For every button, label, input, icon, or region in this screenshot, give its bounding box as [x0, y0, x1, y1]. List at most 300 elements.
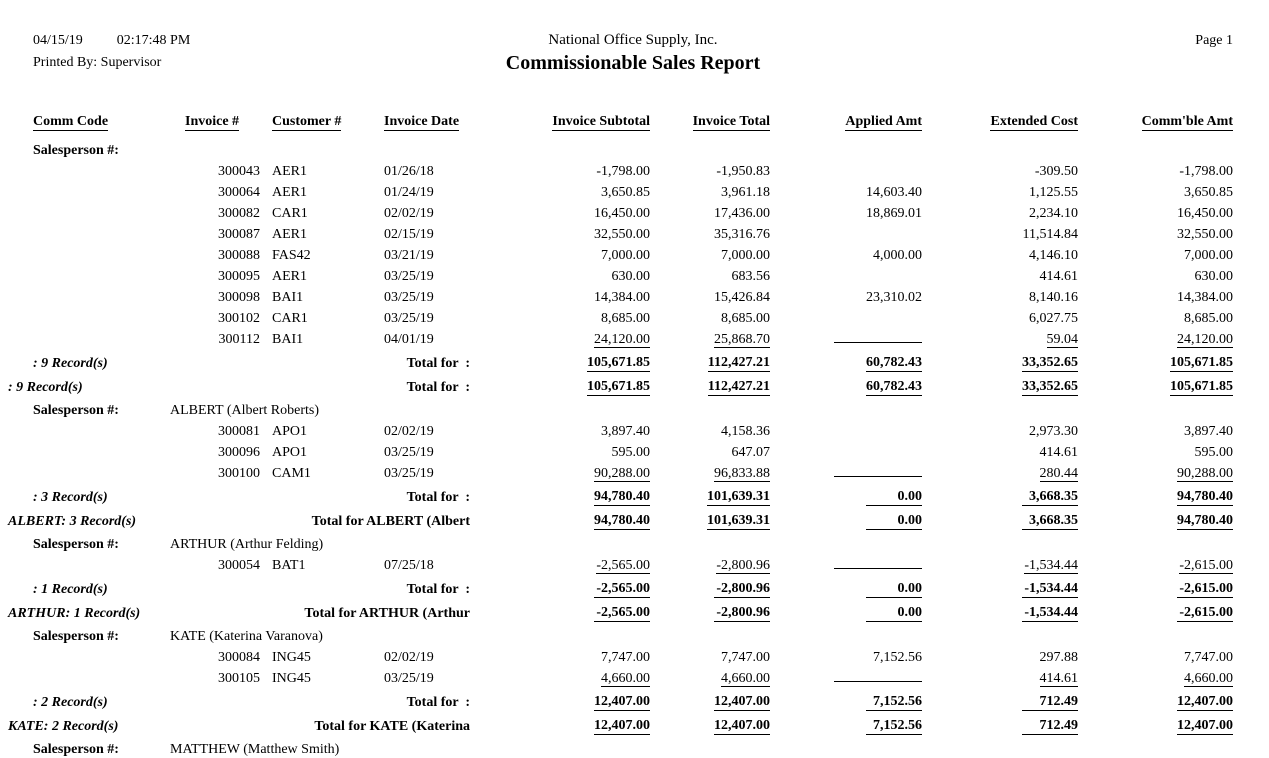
total-amount: 105,671.85	[1170, 379, 1233, 394]
group-total-row	[33, 348, 1233, 372]
total-amount: 0.00	[866, 513, 922, 530]
invoice-number-cell: 300100	[218, 466, 260, 481]
invoice-row	[33, 419, 1233, 440]
total-amount: 105,671.85	[587, 379, 650, 394]
applied-amt-cell	[770, 666, 922, 687]
invoice-date-cell: 03/21/19	[384, 248, 434, 263]
total-amount: 12,407.00	[714, 718, 770, 733]
salesperson-row	[33, 396, 1233, 419]
invoice-date-cell: 01/26/18	[384, 164, 434, 179]
column-header-8	[1078, 108, 1233, 130]
extended-cost-cell: 2,234.10	[1029, 206, 1078, 221]
total-applied-cell	[770, 574, 922, 598]
salesperson-total-row	[33, 598, 1233, 622]
invoice-date-cell: 03/25/19	[384, 466, 434, 481]
total-subtotal-cell	[470, 506, 650, 530]
print-datetime-line	[33, 30, 506, 52]
commble-amt-cell: 32,550.00	[1177, 227, 1233, 242]
comm-code-cell	[33, 180, 185, 201]
total-amount: 112,427.21	[707, 355, 770, 370]
invoice-date-cell: 03/25/19	[384, 445, 434, 460]
invoice-subtotal-cell	[470, 327, 650, 348]
total-invoice-total-cell	[650, 687, 770, 711]
customer-number-cell: ING45	[272, 671, 311, 686]
invoice-total-cell: -1,950.83	[716, 164, 770, 179]
commble-amt-cell	[1078, 461, 1233, 482]
total-amount: -2,565.00	[594, 581, 650, 598]
total-amount: 12,407.00	[594, 718, 650, 733]
applied-amt-cell	[770, 553, 922, 574]
column-header-label: Invoice Subtotal	[552, 114, 650, 129]
invoice-subtotal-cell: 14,384.00	[594, 290, 650, 305]
invoice-total-cell: 15,426.84	[714, 290, 770, 305]
invoice-total-cell	[650, 553, 770, 574]
invoice-number-cell: 300105	[218, 671, 260, 686]
total-subtotal-cell	[470, 348, 650, 372]
amount-underlined: 24,120.00	[594, 332, 650, 347]
invoice-number-cell: 300081	[218, 424, 260, 439]
total-amount: 94,780.40	[1177, 489, 1233, 504]
comm-code-cell	[33, 264, 185, 285]
page-number: Page 1	[1195, 33, 1233, 48]
invoice-number-cell: 300112	[218, 332, 260, 347]
invoice-number-cell: 300043	[218, 164, 260, 179]
total-invoice-total-cell	[650, 482, 770, 506]
invoice-number-cell: 300096	[218, 445, 260, 460]
total-label-cell: Total for :	[406, 490, 470, 505]
total-label-cell: Total for :	[406, 356, 470, 371]
comm-code-cell	[33, 201, 185, 222]
column-header-label: Comm'ble Amt	[1141, 114, 1233, 129]
total-amount: 60,782.43	[866, 379, 922, 394]
column-header-label: Extended Cost	[990, 114, 1078, 129]
extended-cost-cell: 6,027.75	[1029, 311, 1078, 326]
total-label-cell: Total for :	[406, 380, 470, 395]
printed-by: Printed By: Supervisor	[33, 55, 162, 70]
customer-number-cell: FAS42	[272, 248, 311, 263]
invoice-total-cell: 7,747.00	[721, 650, 770, 665]
salesperson-label: Salesperson #:	[33, 629, 119, 644]
invoice-total-cell	[650, 461, 770, 482]
invoice-total-cell: 4,158.36	[721, 424, 770, 439]
invoice-number-cell: 300102	[218, 311, 260, 326]
commble-amt-cell: 8,685.00	[1184, 311, 1233, 326]
extended-cost-cell: 4,146.10	[1029, 248, 1078, 263]
commble-amt-cell: 3,897.40	[1184, 424, 1233, 439]
column-header-4	[470, 108, 650, 130]
extended-cost-cell: 297.88	[1039, 650, 1078, 665]
applied-amt-cell: 18,869.01	[866, 206, 922, 221]
record-count-text: : 9 Record(s)	[33, 356, 108, 371]
group-total-row	[33, 574, 1233, 598]
column-header-label: Invoice #	[185, 114, 240, 129]
total-amount: 94,780.40	[1177, 513, 1233, 528]
invoice-total-cell: 8,685.00	[721, 311, 770, 326]
extended-cost-cell: 2,973.30	[1029, 424, 1078, 439]
amount-underlined: -2,565.00	[596, 558, 650, 573]
table-header	[33, 108, 1233, 130]
column-header-5	[650, 108, 770, 130]
total-extended-cell	[922, 506, 1078, 530]
applied-amt-cell	[770, 264, 922, 285]
header-left	[33, 30, 506, 74]
column-header-6	[770, 108, 922, 130]
total-amount: 105,671.85	[587, 355, 650, 370]
total-subtotal-cell	[470, 687, 650, 711]
total-amount: 712.49	[1022, 694, 1078, 711]
salesperson-name-text: ARTHUR (Arthur Felding)	[170, 537, 324, 552]
invoice-row	[33, 327, 1233, 348]
invoice-row	[33, 201, 1233, 222]
total-commble-cell	[1078, 506, 1233, 530]
record-count-cell	[33, 482, 185, 506]
header-center	[506, 30, 760, 76]
total-invoice-total-cell	[650, 348, 770, 372]
amount-underlined: 4,660.00	[721, 671, 770, 686]
invoice-number-cell: 300088	[218, 248, 260, 263]
invoice-number-cell: 300087	[218, 227, 260, 242]
invoice-date-cell: 02/15/19	[384, 227, 434, 242]
total-applied-cell	[770, 506, 922, 530]
total-amount: 101,639.31	[707, 489, 770, 504]
salesperson-total-row	[33, 372, 1233, 396]
invoice-row	[33, 306, 1233, 327]
column-header-2	[260, 108, 370, 130]
column-header-3	[370, 108, 470, 130]
total-label-cell: Total for :	[406, 695, 470, 710]
applied-amt-cell: 23,310.02	[866, 290, 922, 305]
record-count-text: ALBERT: 3 Record(s)	[8, 514, 137, 529]
invoice-total-cell	[650, 327, 770, 348]
record-count-cell	[8, 506, 185, 530]
comm-code-cell	[33, 419, 185, 440]
total-amount: 101,639.31	[707, 513, 770, 528]
salesperson-label: Salesperson #:	[33, 403, 119, 418]
invoice-row	[33, 159, 1233, 180]
invoice-subtotal-cell	[470, 666, 650, 687]
invoice-row	[33, 440, 1233, 461]
total-extended-cell	[922, 598, 1078, 622]
invoice-number-cell: 300054	[218, 558, 260, 573]
record-count-text: : 3 Record(s)	[33, 490, 108, 505]
invoice-row	[33, 461, 1233, 482]
total-commble-cell	[1078, 372, 1233, 396]
invoice-date-cell: 03/25/19	[384, 290, 434, 305]
column-header-0	[33, 108, 185, 130]
total-amount: -1,534.44	[1022, 581, 1078, 598]
invoice-total-cell: 7,000.00	[721, 248, 770, 263]
invoice-subtotal-cell: 8,685.00	[601, 311, 650, 326]
applied-amt-cell	[770, 159, 922, 180]
invoice-date-cell: 03/25/19	[384, 671, 434, 686]
total-amount: -2,800.96	[714, 605, 770, 622]
total-amount: -2,565.00	[594, 605, 650, 622]
invoice-subtotal-cell: 16,450.00	[594, 206, 650, 221]
comm-code-cell	[33, 327, 185, 348]
salesperson-label: Salesperson #:	[33, 143, 119, 158]
total-amount: 105,671.85	[1170, 355, 1233, 370]
salesperson-label: Salesperson #:	[33, 537, 119, 552]
invoice-subtotal-cell: 7,747.00	[601, 650, 650, 665]
invoice-row	[33, 180, 1233, 201]
invoice-row	[33, 285, 1233, 306]
customer-number-cell: APO1	[272, 445, 308, 460]
total-subtotal-cell	[470, 574, 650, 598]
total-amount: 60,782.43	[866, 355, 922, 370]
comm-code-cell	[33, 461, 185, 482]
record-count-text: ARTHUR: 1 Record(s)	[8, 606, 141, 621]
total-commble-cell	[1078, 482, 1233, 506]
invoice-number-cell: 300095	[218, 269, 260, 284]
invoice-subtotal-cell: 32,550.00	[594, 227, 650, 242]
commble-amt-cell: 595.00	[1194, 445, 1233, 460]
header-right	[760, 30, 1233, 52]
invoice-date-cell: 03/25/19	[384, 311, 434, 326]
group-total-row	[33, 687, 1233, 711]
total-amount: 94,780.40	[594, 513, 650, 528]
comm-code-cell	[33, 159, 185, 180]
group-total-row	[33, 482, 1233, 506]
blank-underline	[834, 666, 922, 682]
customer-number-cell: AER1	[272, 227, 307, 242]
comm-code-cell	[33, 666, 185, 687]
invoice-date-cell: 03/25/19	[384, 269, 434, 284]
amount-underlined: -1,534.44	[1024, 558, 1078, 573]
extended-cost-cell: 414.61	[1039, 269, 1078, 284]
salesperson-total-row	[33, 711, 1233, 735]
total-extended-cell	[922, 372, 1078, 396]
total-amount: 112,427.21	[707, 379, 770, 394]
total-amount: 3,668.35	[1022, 489, 1078, 506]
comm-code-cell	[33, 243, 185, 264]
total-amount: 12,407.00	[594, 694, 650, 709]
salesperson-name-text: KATE (Katerina Varanova)	[170, 629, 323, 644]
total-amount: 0.00	[866, 489, 922, 506]
record-count-cell	[33, 574, 185, 598]
amount-underlined: -2,800.96	[716, 558, 770, 573]
commble-amt-cell: 16,450.00	[1177, 206, 1233, 221]
invoice-date-cell: 04/01/19	[384, 332, 434, 347]
salesperson-name-text: ALBERT (Albert Roberts)	[170, 403, 319, 418]
amount-underlined: 90,288.00	[1177, 466, 1233, 481]
applied-amt-cell	[770, 461, 922, 482]
invoice-date-cell: 07/25/18	[384, 558, 434, 573]
commble-amt-cell: 630.00	[1194, 269, 1233, 284]
amount-underlined: 414.61	[1039, 671, 1078, 686]
salesperson-row	[33, 735, 1233, 758]
customer-number-cell: AER1	[272, 185, 307, 200]
applied-amt-cell	[770, 327, 922, 348]
total-amount: -2,615.00	[1177, 605, 1233, 622]
total-extended-cell	[922, 482, 1078, 506]
extended-cost-cell	[922, 553, 1078, 574]
invoice-row	[33, 264, 1233, 285]
blank-underline	[834, 461, 922, 477]
invoice-total-cell: 35,316.76	[714, 227, 770, 242]
blank-underline	[834, 327, 922, 343]
column-header-1	[185, 108, 260, 130]
salesperson-row	[33, 530, 1233, 553]
salesperson-name-text: MATTHEW (Matthew Smith)	[170, 742, 340, 757]
invoice-number-cell: 300098	[218, 290, 260, 305]
salesperson-name	[185, 136, 1233, 159]
record-count-cell	[8, 711, 185, 735]
comm-code-cell	[33, 306, 185, 327]
record-count-cell	[8, 372, 185, 396]
total-amount: 12,407.00	[1177, 694, 1233, 709]
total-extended-cell	[922, 574, 1078, 598]
comm-code-cell	[33, 222, 185, 243]
customer-number-cell: BAT1	[272, 558, 306, 573]
total-invoice-total-cell	[650, 711, 770, 735]
invoice-number-cell: 300082	[218, 206, 260, 221]
total-label-cell: Total for ALBERT (Albert	[311, 514, 470, 529]
salesperson-row	[33, 622, 1233, 645]
extended-cost-cell: 11,514.84	[1022, 227, 1078, 242]
column-header-row	[33, 108, 1233, 130]
invoice-row	[33, 553, 1233, 574]
commble-amt-cell	[1078, 666, 1233, 687]
customer-number-cell: AER1	[272, 164, 307, 179]
invoice-date-cell: 02/02/19	[384, 650, 434, 665]
sales-report-table	[8, 108, 1233, 758]
total-applied-cell	[770, 482, 922, 506]
invoice-row	[33, 645, 1233, 666]
extended-cost-cell: 414.61	[1039, 445, 1078, 460]
total-invoice-total-cell	[650, 598, 770, 622]
record-count-text: : 9 Record(s)	[8, 380, 83, 395]
column-header-7	[922, 108, 1078, 130]
total-invoice-total-cell	[650, 574, 770, 598]
invoice-subtotal-cell: 630.00	[611, 269, 650, 284]
report-body	[8, 130, 1233, 758]
total-label-cell: Total for ARTHUR (Arthur	[304, 606, 470, 621]
extended-cost-cell: 1,125.55	[1029, 185, 1078, 200]
amount-underlined: 4,660.00	[601, 671, 650, 686]
invoice-total-cell: 17,436.00	[714, 206, 770, 221]
amount-underlined: 96,833.88	[714, 466, 770, 481]
customer-number-cell: ING45	[272, 650, 311, 665]
comm-code-cell	[33, 440, 185, 461]
comm-code-cell	[33, 285, 185, 306]
applied-amt-cell	[770, 306, 922, 327]
total-commble-cell	[1078, 687, 1233, 711]
invoice-subtotal-cell	[470, 553, 650, 574]
total-label-cell: Total for KATE (Katerina	[314, 719, 470, 734]
customer-number-cell: AER1	[272, 269, 307, 284]
salesperson-total-row	[33, 506, 1233, 530]
column-header-label: Comm Code	[33, 114, 109, 129]
total-subtotal-cell	[470, 372, 650, 396]
salesperson-row	[33, 136, 1233, 159]
company-name: National Office Supply, Inc.	[548, 32, 718, 48]
total-commble-cell	[1078, 711, 1233, 735]
comm-code-cell	[33, 553, 185, 574]
amount-underlined: -2,615.00	[1179, 558, 1233, 573]
total-amount: 94,780.40	[594, 489, 650, 504]
total-commble-cell	[1078, 574, 1233, 598]
amount-underlined: 280.44	[1039, 466, 1078, 481]
extended-cost-cell: 8,140.16	[1029, 290, 1078, 305]
salesperson-name	[170, 530, 1233, 553]
print-time: 02:17:48 PM	[116, 33, 191, 48]
total-extended-cell	[922, 711, 1078, 735]
applied-amt-cell: 7,152.56	[873, 650, 922, 665]
total-amount: 33,352.65	[1022, 355, 1078, 370]
commble-amt-cell: 14,384.00	[1177, 290, 1233, 305]
invoice-subtotal-cell: 595.00	[611, 445, 650, 460]
salesperson-name	[170, 396, 1233, 419]
invoice-row	[33, 222, 1233, 243]
invoice-number-cell: 300084	[218, 650, 260, 665]
salesperson-name	[170, 622, 1233, 645]
record-count-cell	[33, 687, 185, 711]
total-applied-cell	[770, 687, 922, 711]
invoice-total-cell: 683.56	[731, 269, 770, 284]
print-date: 04/15/19	[33, 33, 83, 48]
total-amount: 0.00	[866, 605, 922, 622]
column-header-label: Applied Amt	[845, 114, 922, 129]
amount-underlined: 59.04	[1046, 332, 1078, 347]
applied-amt-cell	[770, 419, 922, 440]
total-subtotal-cell	[470, 482, 650, 506]
customer-number-cell: BAI1	[272, 332, 304, 347]
amount-underlined: 90,288.00	[594, 466, 650, 481]
total-subtotal-cell	[470, 598, 650, 622]
total-amount: 7,152.56	[866, 694, 922, 711]
salesperson-name	[170, 735, 1233, 758]
amount-underlined: 4,660.00	[1184, 671, 1233, 686]
total-amount: 0.00	[866, 581, 922, 598]
commble-amt-cell	[1078, 327, 1233, 348]
applied-amt-cell: 4,000.00	[873, 248, 922, 263]
total-extended-cell	[922, 348, 1078, 372]
report-header	[33, 30, 1233, 76]
total-invoice-total-cell	[650, 372, 770, 396]
record-count-text: : 2 Record(s)	[33, 695, 108, 710]
total-invoice-total-cell	[650, 506, 770, 530]
total-amount: -2,615.00	[1177, 581, 1233, 598]
invoice-total-cell: 3,961.18	[721, 185, 770, 200]
total-commble-cell	[1078, 348, 1233, 372]
customer-number-cell: CAR1	[272, 206, 308, 221]
blank-underline	[834, 553, 922, 569]
record-count-text: KATE: 2 Record(s)	[8, 719, 119, 734]
customer-number-cell: APO1	[272, 424, 308, 439]
total-label-cell: Total for :	[406, 582, 470, 597]
total-extended-cell	[922, 687, 1078, 711]
report-title: Commissionable Sales Report	[505, 52, 761, 74]
invoice-subtotal-cell: -1,798.00	[596, 164, 650, 179]
total-applied-cell	[770, 348, 922, 372]
column-header-label: Invoice Total	[692, 114, 770, 129]
invoice-date-cell: 02/02/19	[384, 424, 434, 439]
applied-amt-cell: 14,603.40	[866, 185, 922, 200]
invoice-row	[33, 243, 1233, 264]
amount-underlined: 25,868.70	[714, 332, 770, 347]
total-applied-cell	[770, 372, 922, 396]
customer-number-cell: CAR1	[272, 311, 308, 326]
invoice-date-cell: 02/02/19	[384, 206, 434, 221]
amount-underlined: 24,120.00	[1177, 332, 1233, 347]
customer-number-cell: BAI1	[272, 290, 304, 305]
total-commble-cell	[1078, 598, 1233, 622]
commble-amt-cell: -1,798.00	[1179, 164, 1233, 179]
record-count-cell	[33, 348, 185, 372]
total-amount: 3,668.35	[1022, 513, 1078, 530]
commble-amt-cell: 7,000.00	[1184, 248, 1233, 263]
extended-cost-cell	[922, 666, 1078, 687]
